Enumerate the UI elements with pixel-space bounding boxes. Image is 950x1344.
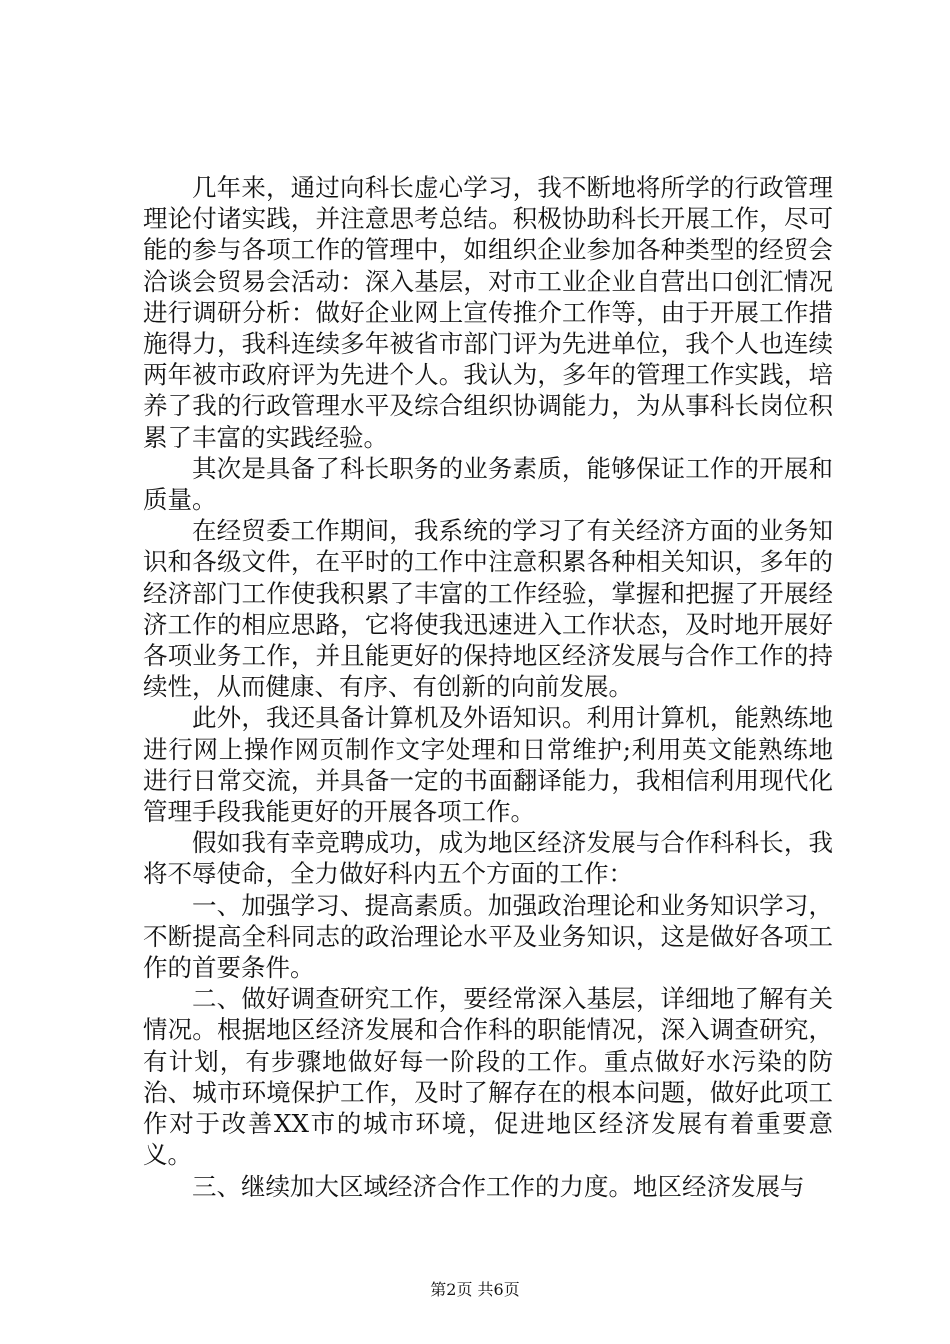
paragraph-6: 一、加强学习、提高素质。加强政治理论和业务知识学习，不断提高全科同志的政治理论水平及业务知识，这是做好各项工作的首要条件。 bbox=[143, 890, 833, 983]
paragraph-2: 其次是具备了科长职务的业务素质，能够保证工作的开展和质量。 bbox=[143, 453, 833, 515]
page-footer: 第2页 共6页 bbox=[430, 1280, 520, 1299]
paragraph-5: 假如我有幸竞聘成功，成为地区经济发展与合作科科长，我将不辱使命，全力做好科内五个方面的工作： bbox=[143, 828, 833, 889]
paragraph-8: 三、继续加大区域经济合作工作的力度。地区经济发展与 bbox=[192, 1171, 805, 1201]
document-body bbox=[143, 172, 833, 1202]
paragraph-4: 此外，我还具备计算机及外语知识。利用计算机，能熟练地进行网上操作网页制作文字处理和日常维护;利用英文能熟练地进行日常交流，并具备一定的书面翻译能力，我相信利用现代化管理手段我能更好的开展各项工作。 bbox=[143, 703, 833, 827]
paragraph-1: 几年来，通过向科长虚心学习，我不断地将所学的行政管理理论付诸实践，并注意思考总结。积极协助科长开展工作，尽可能的参与各项工作的管理中，如组织企业参加各种类型的经贸会洽谈会贸易会活动：深入基层，对市工业企业自营出口创汇情况进行调研分析：做好企业网上宣传推介工作等，由于开展工作措施得力，我科连续多年被省市部门评为先进单位，我个人也连续两年被市政府评为先进个人。我认为，多年的管理工作实践，培养了我的行政管理水平及综合组织协调能力，为从事科长岗位积累了丰富的实践经验。 bbox=[143, 173, 833, 452]
paragraph-7: 二、做好调查研究工作，要经常深入基层，详细地了解有关情况。根据地区经济发展和合作科的职能情况，深入调查研究，有计划，有步骤地做好每一阶段的工作。重点做好水污染的防治、城市环境保护工作，及时了解存在的根本问题，做好此项工作对于改善XX市的城市环境，促进地区经济发展有着重要意义。 bbox=[143, 984, 833, 1170]
paragraph-3: 在经贸委工作期间，我系统的学习了有关经济方面的业务知识和各级文件，在平时的工作中注意积累各种相关知识，多年的经济部门工作使我积累了丰富的工作经验，掌握和把握了开展经济工作的相应思路，它将使我迅速进入工作状态，及时地开展好各项业务工作，并且能更好的保持地区经济发展与合作工作的持续性，从而健康、有序、有创新的向前发展。 bbox=[143, 516, 833, 702]
